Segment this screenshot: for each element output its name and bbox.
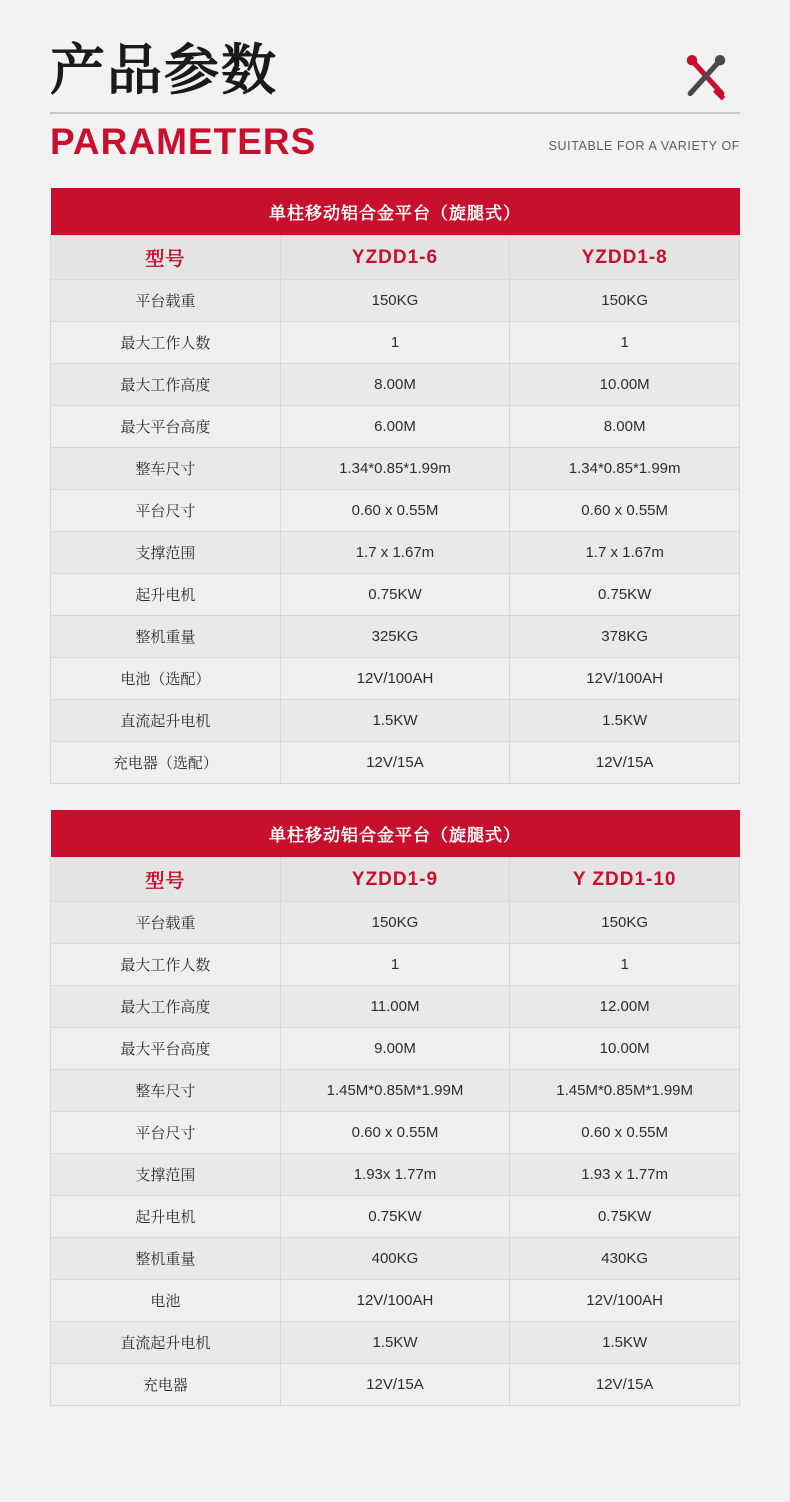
row-value: 12V/15A bbox=[510, 742, 740, 784]
row-label: 充电器 bbox=[51, 1364, 281, 1406]
row-value: 400KG bbox=[280, 1238, 510, 1280]
row-label: 最大工作人数 bbox=[51, 944, 281, 986]
table-caption: 单柱移动铝合金平台（旋腿式） bbox=[51, 188, 740, 236]
row-value: 150KG bbox=[280, 902, 510, 944]
row-value: 12V/15A bbox=[280, 742, 510, 784]
spec-table-2 bbox=[50, 810, 740, 1406]
column-header-yzdd1-10: Y ZDD1-10 bbox=[510, 858, 740, 902]
row-value: 150KG bbox=[510, 280, 740, 322]
row-value: 1 bbox=[280, 944, 510, 986]
row-label: 最大平台高度 bbox=[51, 406, 281, 448]
row-value: 1.45M*0.85M*1.99M bbox=[280, 1070, 510, 1112]
row-value: 1.5KW bbox=[510, 700, 740, 742]
table-row bbox=[51, 532, 740, 574]
row-label: 整机重量 bbox=[51, 1238, 281, 1280]
row-value: 12V/15A bbox=[510, 1364, 740, 1406]
row-value: 1 bbox=[510, 322, 740, 364]
table-row bbox=[51, 1112, 740, 1154]
table-row bbox=[51, 616, 740, 658]
table-row bbox=[51, 1238, 740, 1280]
column-header-yzdd1-9: YZDD1-9 bbox=[280, 858, 510, 902]
row-label: 最大工作高度 bbox=[51, 364, 281, 406]
row-value: 430KG bbox=[510, 1238, 740, 1280]
row-value: 1.7 x 1.67m bbox=[280, 532, 510, 574]
page-header bbox=[50, 0, 740, 162]
table-caption: 单柱移动铝合金平台（旋腿式） bbox=[51, 810, 740, 858]
row-value: 11.00M bbox=[280, 986, 510, 1028]
row-value: 0.60 x 0.55M bbox=[280, 490, 510, 532]
row-value: 8.00M bbox=[510, 406, 740, 448]
table-row bbox=[51, 742, 740, 784]
header-subtitle-row bbox=[50, 122, 740, 163]
row-value: 10.00M bbox=[510, 364, 740, 406]
table-row bbox=[51, 364, 740, 406]
row-label: 整机重量 bbox=[51, 616, 281, 658]
table-header-row bbox=[51, 858, 740, 902]
row-value: 1.45M*0.85M*1.99M bbox=[510, 1070, 740, 1112]
row-label: 支撑范围 bbox=[51, 532, 281, 574]
row-value: 0.75KW bbox=[280, 1196, 510, 1238]
row-value: 12V/15A bbox=[280, 1364, 510, 1406]
spec-table-1 bbox=[50, 188, 740, 784]
row-label: 起升电机 bbox=[51, 1196, 281, 1238]
table-row bbox=[51, 1280, 740, 1322]
row-value: 1.5KW bbox=[510, 1322, 740, 1364]
row-value: 1.34*0.85*1.99m bbox=[280, 448, 510, 490]
row-value: 12.00M bbox=[510, 986, 740, 1028]
row-value: 9.00M bbox=[280, 1028, 510, 1070]
row-label: 整车尺寸 bbox=[51, 1070, 281, 1112]
table-row bbox=[51, 1070, 740, 1112]
page-title: 产品参数 bbox=[50, 38, 279, 102]
table-row bbox=[51, 700, 740, 742]
row-value: 10.00M bbox=[510, 1028, 740, 1070]
table-row bbox=[51, 280, 740, 322]
row-label: 平台载重 bbox=[51, 280, 281, 322]
table-row bbox=[51, 944, 740, 986]
row-value: 12V/100AH bbox=[280, 1280, 510, 1322]
row-label: 整车尺寸 bbox=[51, 448, 281, 490]
row-value: 1.7 x 1.67m bbox=[510, 532, 740, 574]
table-row bbox=[51, 986, 740, 1028]
table-row bbox=[51, 1364, 740, 1406]
row-value: 0.60 x 0.55M bbox=[510, 1112, 740, 1154]
row-label: 最大平台高度 bbox=[51, 1028, 281, 1070]
row-value: 1.34*0.85*1.99m bbox=[510, 448, 740, 490]
row-label: 直流起升电机 bbox=[51, 700, 281, 742]
row-value: 0.75KW bbox=[510, 574, 740, 616]
table-row bbox=[51, 448, 740, 490]
table-row bbox=[51, 322, 740, 364]
row-value: 150KG bbox=[510, 902, 740, 944]
row-value: 1 bbox=[280, 322, 510, 364]
table-row bbox=[51, 1322, 740, 1364]
row-value: 0.75KW bbox=[510, 1196, 740, 1238]
row-value: 6.00M bbox=[280, 406, 510, 448]
row-value: 0.75KW bbox=[280, 574, 510, 616]
table-row bbox=[51, 1028, 740, 1070]
row-label: 支撑范围 bbox=[51, 1154, 281, 1196]
row-value: 1.5KW bbox=[280, 700, 510, 742]
row-value: 325KG bbox=[280, 616, 510, 658]
row-label: 平台载重 bbox=[51, 902, 281, 944]
row-value: 1.5KW bbox=[280, 1322, 510, 1364]
row-label: 电池 bbox=[51, 1280, 281, 1322]
row-value: 0.60 x 0.55M bbox=[510, 490, 740, 532]
row-value: 378KG bbox=[510, 616, 740, 658]
row-value: 12V/100AH bbox=[510, 658, 740, 700]
row-label: 平台尺寸 bbox=[51, 490, 281, 532]
table-row bbox=[51, 1154, 740, 1196]
table-header-row bbox=[51, 236, 740, 280]
table-row bbox=[51, 902, 740, 944]
table-row bbox=[51, 1196, 740, 1238]
table-row bbox=[51, 574, 740, 616]
row-label: 起升电机 bbox=[51, 574, 281, 616]
header-divider bbox=[50, 112, 740, 114]
column-header-yzdd1-8: YZDD1-8 bbox=[510, 236, 740, 280]
row-label: 平台尺寸 bbox=[51, 1112, 281, 1154]
row-value: 8.00M bbox=[280, 364, 510, 406]
row-label: 电池（选配） bbox=[51, 658, 281, 700]
table-row bbox=[51, 490, 740, 532]
row-value: 1.93 x 1.77m bbox=[510, 1154, 740, 1196]
column-header-model: 型号 bbox=[51, 236, 281, 280]
row-label: 充电器（选配） bbox=[51, 742, 281, 784]
row-value: 1.93x 1.77m bbox=[280, 1154, 510, 1196]
row-value: 12V/100AH bbox=[510, 1280, 740, 1322]
column-header-yzdd1-6: YZDD1-6 bbox=[280, 236, 510, 280]
table-body bbox=[51, 858, 740, 1406]
row-label: 最大工作高度 bbox=[51, 986, 281, 1028]
page-subtitle-en: PARAMETERS bbox=[50, 120, 317, 162]
row-label: 直流起升电机 bbox=[51, 1322, 281, 1364]
table-body bbox=[51, 236, 740, 784]
row-value: 12V/100AH bbox=[280, 658, 510, 700]
row-value: 1 bbox=[510, 944, 740, 986]
row-label: 最大工作人数 bbox=[51, 322, 281, 364]
column-header-model: 型号 bbox=[51, 858, 281, 902]
table-row bbox=[51, 406, 740, 448]
table-row bbox=[51, 658, 740, 700]
row-value: 0.60 x 0.55M bbox=[280, 1112, 510, 1154]
suitable-note: SUITABLE FOR A VARIETY OF bbox=[548, 139, 740, 154]
tools-icon bbox=[678, 48, 734, 104]
row-value: 150KG bbox=[280, 280, 510, 322]
